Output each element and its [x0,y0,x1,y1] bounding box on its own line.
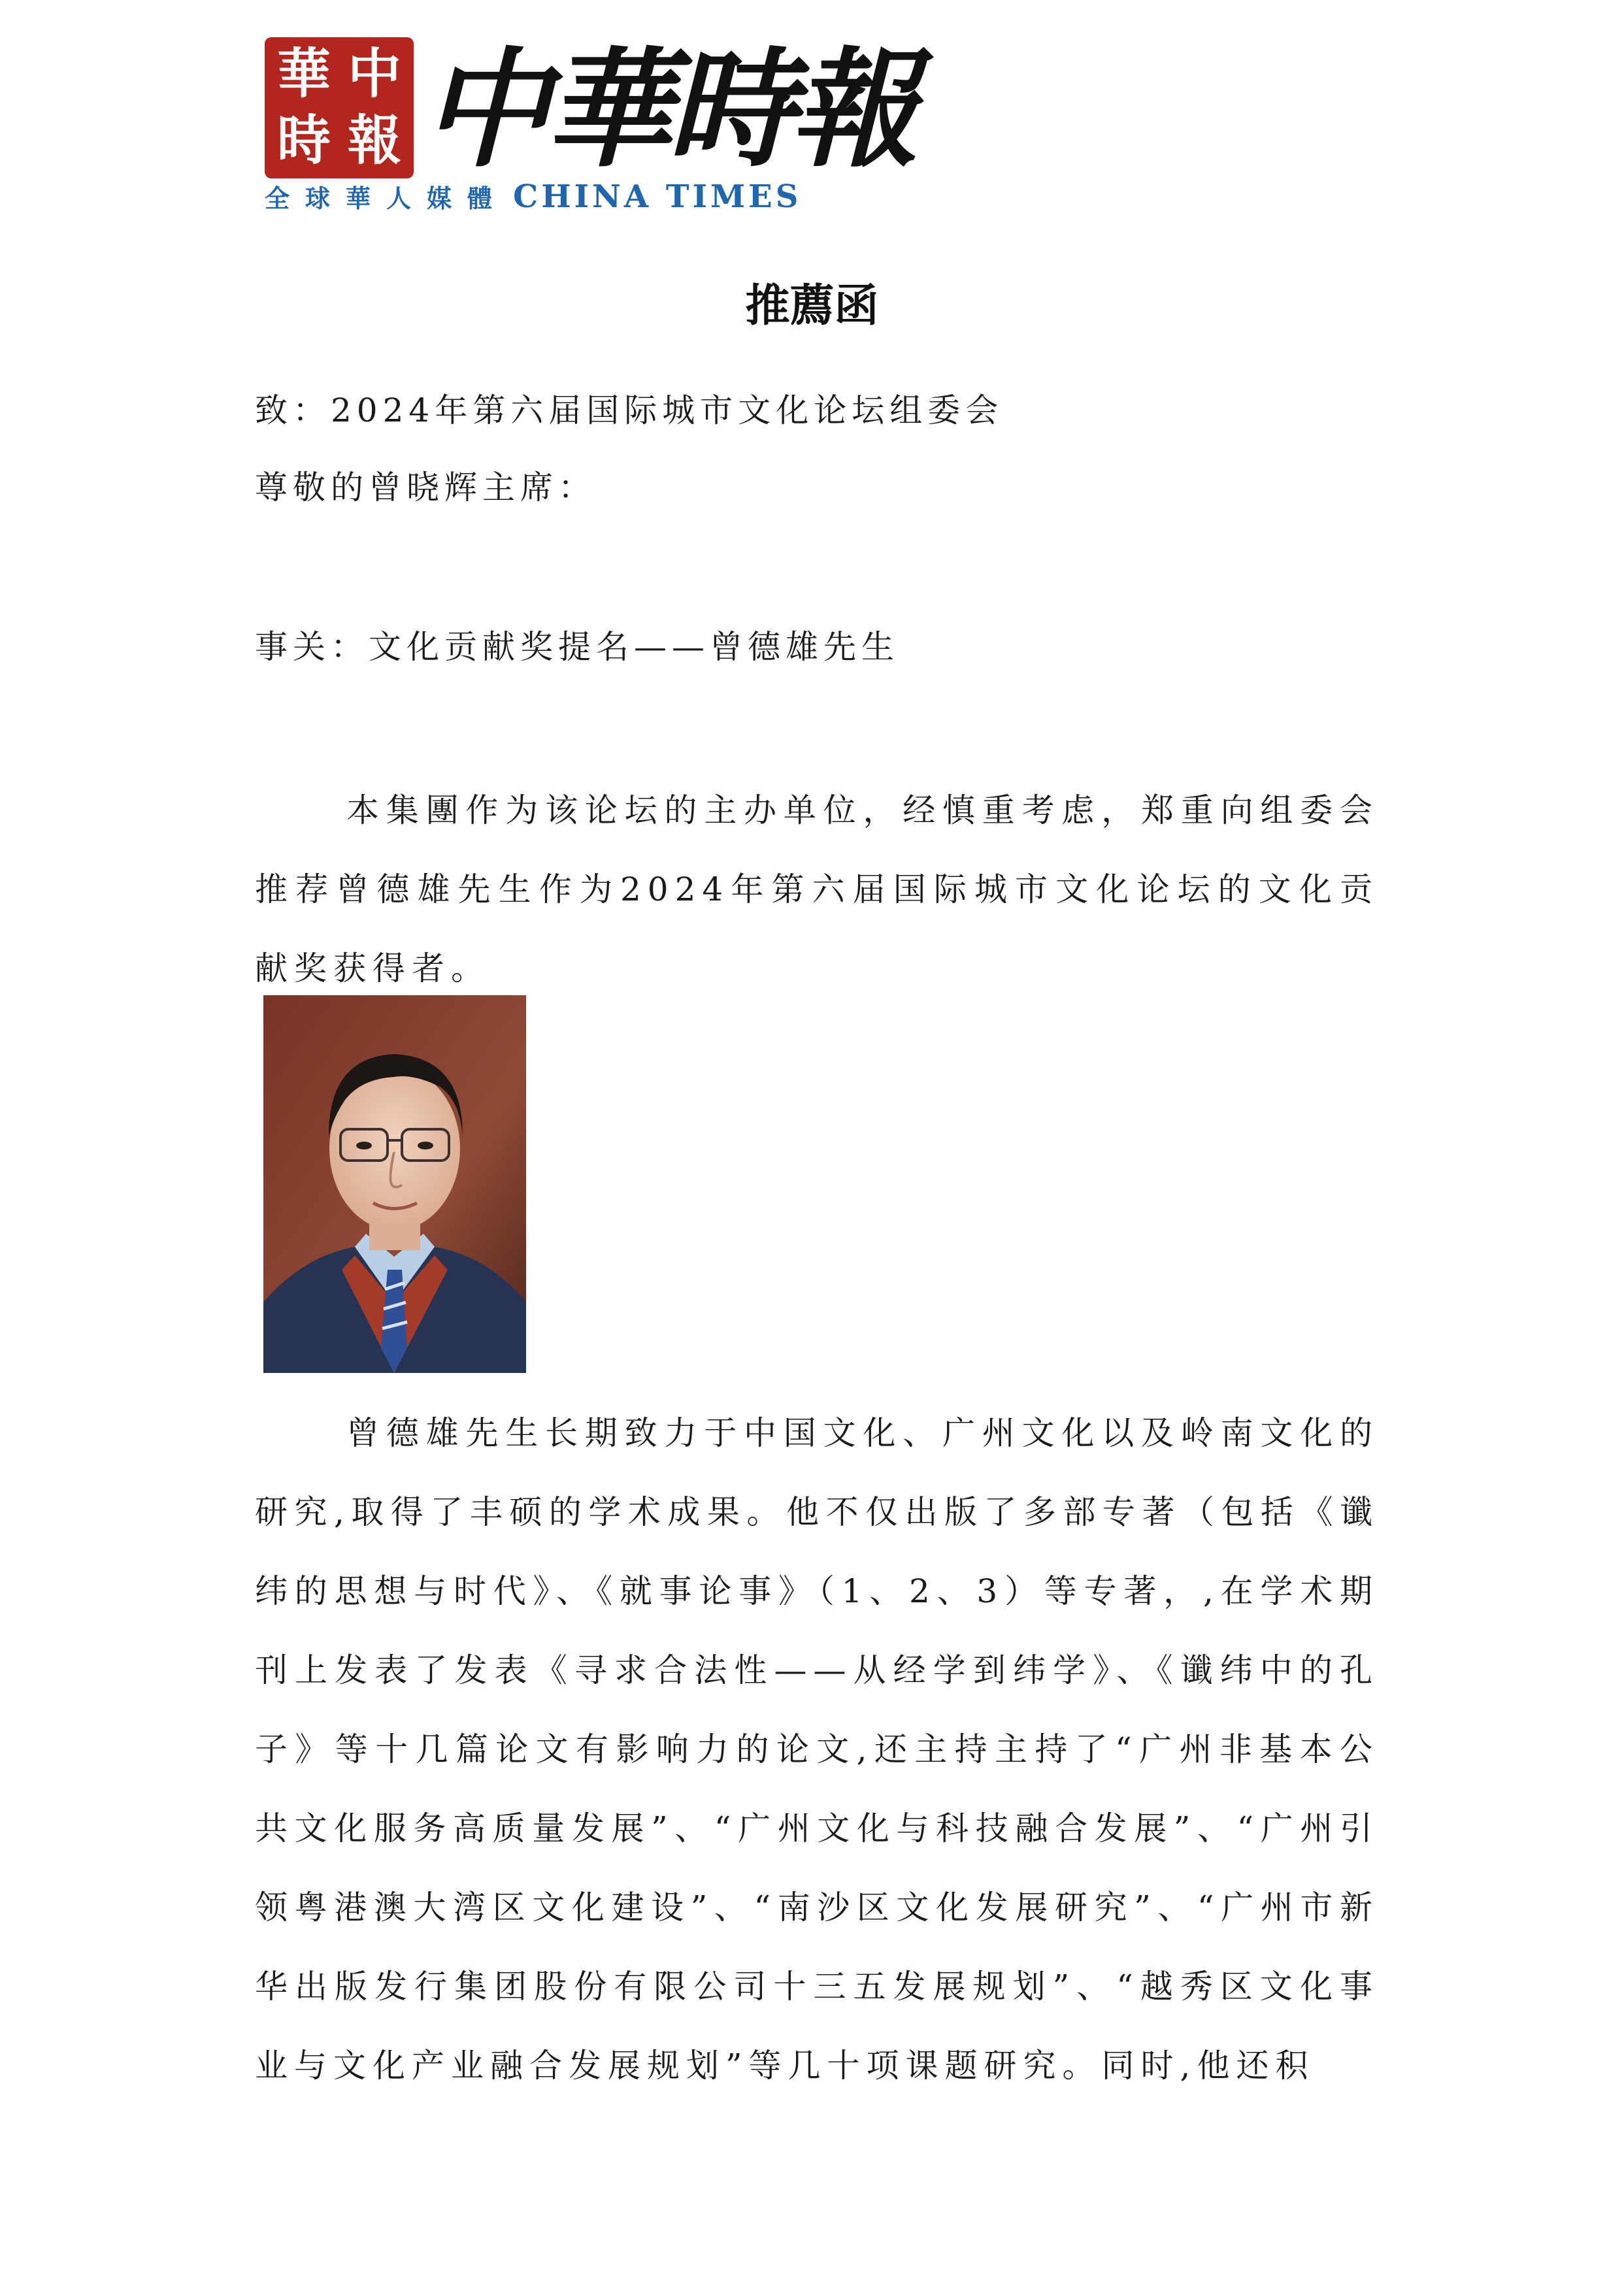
tagline-english: CHINA TIMES [513,178,802,215]
seal-char: 中 [347,42,401,105]
china-times-logo [265,29,914,219]
recommendation-paragraph: 本集團作为该论坛的主办单位，经慎重考虑，郑重向组委会推荐曾德雄先生作为2024年第六届国际城市文化论坛的文化贡献奖获得者。 [255,791,1379,987]
subject-line: 事关：文化贡献奖提名——曾德雄先生 [255,628,899,666]
seal-char: 時 [276,109,331,172]
recipient-line: 致：2024年第六届国际城市文化论坛组委会 [255,391,1004,429]
brand-name: 中華時報 [422,35,914,185]
red-seal-logo [265,37,414,178]
biography-paragraph: 曾德雄先生长期致力于中国文化、广州文化以及岭南文化的研究,取得了丰硕的学术成果。他不仅出版了多部专著（包括《谶纬的思想与时代》、《就事论事》（1、2、3）等专著，,在学术期刊上发表了发表《寻求合法性——从经学到纬学》、《谶纬中的孔子》等十几篇论文有影响力的论文,还主持主持了“广州非基本公共文化服务高质量发展”、“广州文化与科技融合发展”、“广州引领粤港澳大湾区文化建设”、“南沙区文化发展研究”、“广州市新华出版发行集团股份有限公司十三五发展规划”、“越秀区文化事业与文化产业融合发展规划”等几十项课题研究。同时,他还积 [255,1414,1379,2085]
tagline-chinese: 全球華人媒體 [265,184,508,213]
seal-char: 報 [347,109,401,172]
seal-char: 華 [276,42,331,105]
letter-title: 推薦函 [745,280,879,332]
portrait-photo [263,995,526,1373]
brand-tagline [265,178,801,215]
salutation-line: 尊敬的曾晓辉主席： [255,469,596,506]
